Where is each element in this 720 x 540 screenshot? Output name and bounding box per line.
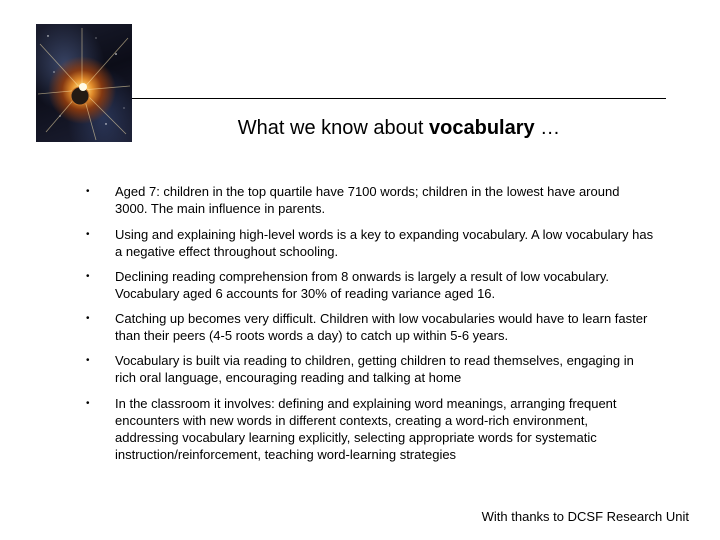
bullet-text: Using and explaining high-level words is a key to expanding vocabulary. A low vocabulary has a negative effect throughout schooling. (115, 227, 654, 259)
bullet-marker: • (86, 271, 90, 282)
bullet-marker: • (86, 186, 90, 197)
bullet-marker: • (86, 229, 90, 240)
bullet-text: Aged 7: children in the top quartile have 7100 words; children in the lowest have around 3000. The main influence in parents. (115, 184, 620, 216)
credit-line: With thanks to DCSF Research Unit (481, 509, 689, 524)
exploding-star-image (36, 24, 132, 142)
bullet-text: Catching up becomes very difficult. Children with low vocabularies would have to learn faster than their peers (4-5 roots words a day) to catch up within 5-6 years. (115, 311, 648, 343)
bullet-marker: • (86, 313, 90, 324)
title-suffix: … (534, 117, 561, 139)
title-emphasis: vocabulary (429, 117, 535, 139)
title-divider (132, 98, 666, 99)
title-prefix: What we know about (237, 117, 430, 139)
bullet-marker: • (86, 398, 90, 409)
bullet-text: In the classroom it involves: defining and explaining word meanings, arranging frequent encounters with new words in different contexts, creating a word-rich environment, addressing vocabulary learning explicitly, selecting appropriate words for systematic instruction/reinforcement, teaching word-learning strategies (115, 396, 617, 462)
starburst-graphic (36, 24, 132, 142)
bullet-text: Declining reading comprehension from 8 onwards is largely a result of low vocabulary. Vocabulary aged 6 accounts for 30% of reading variance aged 16. (115, 269, 609, 301)
bullet-marker: • (86, 355, 90, 366)
bullet-text: Vocabulary is built via reading to children, getting children to read themselves, engaging in rich oral language, encouraging reading and talking at home (115, 353, 634, 385)
slide-title (132, 115, 666, 141)
